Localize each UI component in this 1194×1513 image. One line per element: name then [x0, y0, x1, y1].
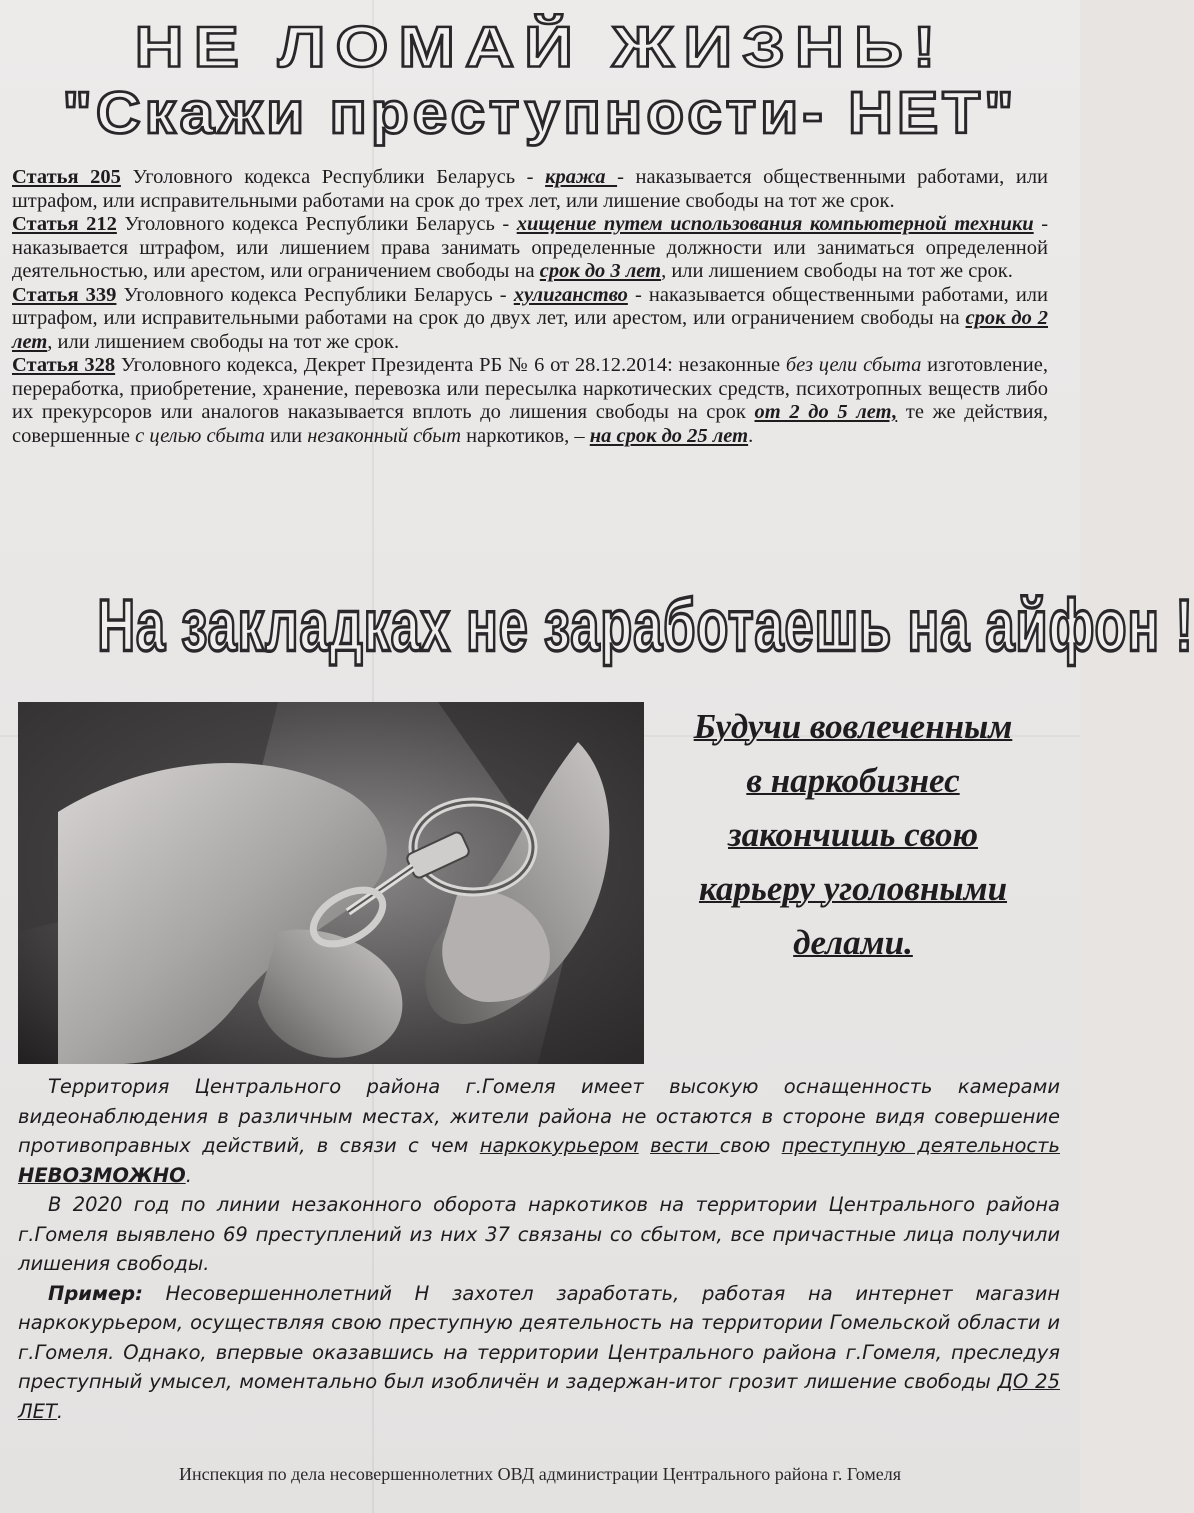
article-highlight: хищение путем использования компьютерной техники	[516, 213, 1034, 235]
paragraph-text: .	[56, 1399, 64, 1423]
article-text: Уголовного кодекса Республики Беларусь -	[116, 283, 514, 306]
underlined-text: вести	[650, 1134, 720, 1157]
article-339	[12, 284, 1048, 355]
warning-line: Будучи вовлеченным	[693, 707, 1013, 746]
underlined-text: наркокурьером	[479, 1134, 639, 1157]
article-highlight: хулиганство	[513, 283, 628, 306]
paragraph-text: .	[185, 1163, 192, 1187]
article-text: , или лишением свободы на тот же срок.	[47, 330, 400, 353]
article-328	[12, 354, 1048, 448]
article-text: изготовление, переработка, приобретение, хранение, перевозка или пересылка наркотических средств, психотропных веществ либо их прекурсоров или аналогов наказывается вплоть до лишения свободы на срок	[12, 354, 1048, 423]
handcuffs-photo	[18, 702, 644, 1064]
footer-signature: Инспекция по дела несовершеннолетних ОВД администрации Центрального района г. Гомеля	[178, 1464, 902, 1484]
paragraph-text: свою	[719, 1134, 782, 1157]
article-text: Уголовного кодекса Республики Беларусь -	[120, 166, 546, 188]
warning-message	[648, 700, 1058, 970]
paragraph-text: Несовершеннолетний Н захотел заработать, работая на интернет магазин наркокурьером, осуществляя свою преступную деятельность на территории Гомельской области и г.Гомеля. Однако, впервые оказавшись на территории Центрального района г.Гомеля, преследуя преступный умысел, моментально был изобличён и задержан-итог грозит лишение свободы	[18, 1281, 1060, 1393]
paragraph-text	[639, 1134, 650, 1157]
info-text	[18, 1072, 1060, 1426]
article-italic: незаконный сбыт	[307, 424, 461, 447]
article-text: - наказывается общественными работами, или штрафом, или исправительными работами на срок до двух лет, или арестом, или ограничением свободы на	[12, 283, 1049, 329]
article-text: или	[264, 424, 308, 447]
example-label: Пример:	[48, 1281, 143, 1305]
warning-line: в наркобизнес	[746, 761, 960, 800]
article-title: Статья 212	[12, 213, 117, 235]
article-text: Уголовного кодекса Республики Беларусь -	[116, 213, 517, 235]
paragraph-text: Территория Центрального района г.Гомеля имеет высокую оснащенность камерами видеонаблюдения в различным местах, жители района не остаются в стороне видя совершение противоправных действий, в связи с чем	[18, 1075, 1060, 1157]
paragraph-example	[18, 1279, 1060, 1427]
article-term: срок до 2 лет	[12, 307, 1048, 353]
underlined-text: преступную деятельность	[781, 1134, 1060, 1157]
articles-block	[12, 166, 1048, 448]
article-205	[12, 166, 1048, 213]
article-text: наркотиков, –	[461, 424, 590, 447]
paragraph-statistics: В 2020 год по линии незаконного оборота наркотиков на территории Центрального района г.Гомеля выявлено 69 преступлений из них 37 связаны со сбытом, все причастные лица получили лишения свободы.	[18, 1193, 1060, 1275]
article-text: , или лишением свободы на тот же срок.	[661, 260, 1013, 282]
warning-line: делами.	[793, 923, 913, 962]
article-text: Уголовного кодекса, Декрет Президента РБ № 6 от 28.12.2014: незаконные	[115, 354, 786, 376]
article-highlight: кража	[545, 166, 618, 188]
warning-line: карьеру уголовными	[698, 869, 1008, 908]
article-term: от 2 до 5 лет,	[754, 401, 898, 423]
warning-line: закончишь свою	[728, 815, 978, 854]
article-text: - наказывается общественными работами, или штрафом, или исправительными работами на срок до трех лет, или лишение свободы на тот же срок.	[12, 166, 1049, 212]
article-title: Статья 339	[12, 283, 117, 306]
article-term: на срок до 25 лет	[589, 424, 749, 447]
slogan-banner: На закладках не заработаешь на айфон !	[97, 583, 1194, 667]
impossible-emphasis: НЕВОЗМОЖНО	[18, 1163, 186, 1187]
article-212	[12, 213, 1048, 284]
article-title: Статья 205	[12, 166, 121, 188]
article-italic: с целью сбыта	[135, 424, 265, 447]
handcuffs-illustration	[18, 702, 644, 1064]
underlined-text: ДО 25 ЛЕТ	[18, 1370, 1060, 1423]
paragraph-cameras	[18, 1072, 1060, 1190]
poster-title: НЕ ЛОМАЙ ЖИЗНЬ!	[134, 14, 946, 80]
article-text: те же действия, совершенные	[12, 401, 1049, 447]
article-term: срок до 3 лет	[539, 260, 662, 282]
poster-subtitle: "Скажи преступности- НЕТ"	[62, 80, 1018, 147]
article-text: - наказывается штрафом, или лишением права занимать определенные должности или заниматься определенной деятельностью, или арестом, или ограничением свободы на	[12, 213, 1049, 282]
article-italic: без цели сбыта	[785, 354, 922, 376]
article-title: Статья 328	[12, 354, 116, 376]
article-text: .	[748, 424, 754, 447]
